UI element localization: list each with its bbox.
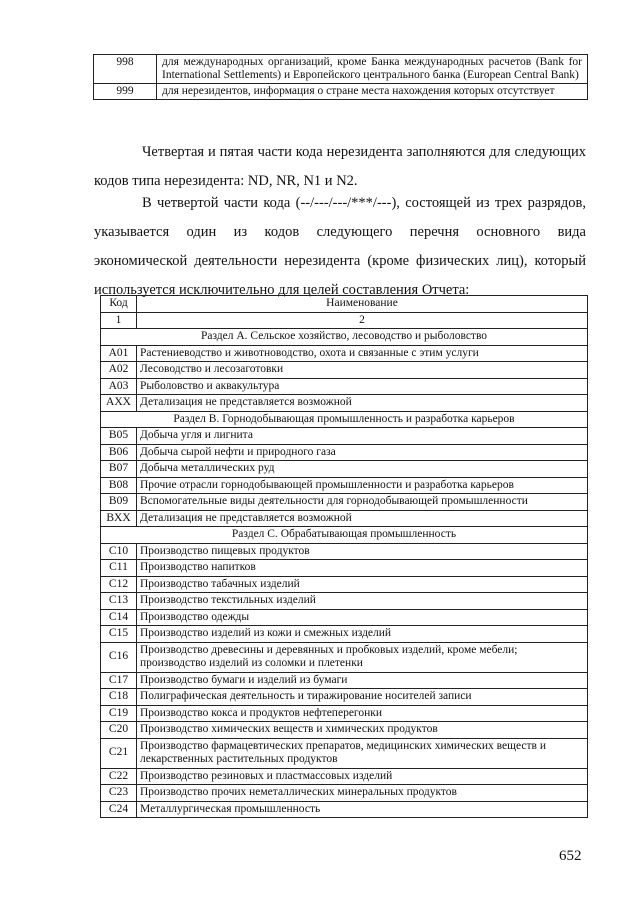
activity-code-cell: C22 (101, 768, 137, 785)
country-description-cell: для международных организаций, кроме Банка международных расчетов (Bank for International Settlements) и Европейского центрального банка (European Central Bank) (157, 55, 588, 84)
activity-code-cell: BXX (101, 510, 137, 527)
activity-code-cell: C16 (101, 642, 137, 672)
table-row (101, 738, 588, 768)
top-table-row (94, 55, 588, 84)
column-number-2: 2 (137, 312, 588, 329)
table-row (101, 510, 588, 527)
activity-name-cell: Производство текстильных изделий (137, 593, 588, 610)
activity-code-cell: C13 (101, 593, 137, 610)
column-number-1: 1 (101, 312, 137, 329)
activity-code-cell: C24 (101, 801, 137, 818)
table-row (101, 705, 588, 722)
activity-code-cell: C17 (101, 672, 137, 689)
top-table-row (94, 84, 588, 100)
activity-code-cell: A01 (101, 345, 137, 362)
activity-name-cell: Детализация не представляется возможной (137, 395, 588, 412)
table-row (101, 444, 588, 461)
table-number-row (101, 312, 588, 329)
table-header-row (101, 296, 588, 313)
country-description-cell: для нерезидентов, информация о стране места нахождения которых отсутствует (157, 84, 588, 100)
activity-name-cell: Производство древесины и деревянных и пробковых изделий, кроме мебели; производство изделий из соломки и плетенки (137, 642, 588, 672)
activity-codes-body (101, 296, 588, 818)
activity-code-cell: B09 (101, 494, 137, 511)
section-title: Раздел А. Сельское хозяйство, лесоводство и рыболовство (101, 329, 588, 346)
table-row (101, 642, 588, 672)
activity-name-cell: Лесоводство и лесозаготовки (137, 362, 588, 379)
activity-name-cell: Вспомогательные виды деятельности для горнодобывающей промышленности (137, 494, 588, 511)
activity-codes-table (100, 295, 588, 818)
activity-code-cell: B08 (101, 477, 137, 494)
section-title: Раздел В. Горнодобывающая промышленность и разработка карьеров (101, 411, 588, 428)
activity-name-cell: Производство одежды (137, 609, 588, 626)
activity-name-cell: Добыча сырой нефти и природного газа (137, 444, 588, 461)
activity-code-cell: C19 (101, 705, 137, 722)
section-row (101, 411, 588, 428)
page-number: 652 (559, 848, 582, 864)
activity-code-cell: B06 (101, 444, 137, 461)
top-continuation-table (93, 54, 588, 100)
activity-code-cell: B07 (101, 461, 137, 478)
top-table-body (94, 55, 588, 100)
table-row (101, 626, 588, 643)
section-row (101, 329, 588, 346)
country-code-cell: 998 (94, 55, 157, 84)
activity-name-cell: Металлургическая промышленность (137, 801, 588, 818)
activity-code-cell: C23 (101, 785, 137, 802)
table-row (101, 560, 588, 577)
country-code-cell: 999 (94, 84, 157, 100)
activity-name-cell: Полиграфическая деятельность и тиражирование носителей записи (137, 689, 588, 706)
activity-name-cell: Прочие отрасли горнодобывающей промышленности и разработка карьеров (137, 477, 588, 494)
activity-code-cell: A02 (101, 362, 137, 379)
table-row (101, 672, 588, 689)
activity-code-cell: AXX (101, 395, 137, 412)
header-code: Код (101, 296, 137, 313)
table-row (101, 593, 588, 610)
table-row (101, 494, 588, 511)
activity-name-cell: Производство фармацевтических препаратов, медицинских химических веществ и лекарственных растительных продуктов (137, 738, 588, 768)
activity-name-cell: Производство напитков (137, 560, 588, 577)
section-row (101, 527, 588, 544)
activity-name-cell: Производство бумаги и изделий из бумаги (137, 672, 588, 689)
table-row (101, 362, 588, 379)
table-row (101, 689, 588, 706)
activity-name-cell: Производство химических веществ и химических продуктов (137, 722, 588, 739)
table-row (101, 785, 588, 802)
activity-name-cell: Рыболовство и аквакультура (137, 378, 588, 395)
table-row (101, 609, 588, 626)
activity-code-cell: C11 (101, 560, 137, 577)
table-row (101, 543, 588, 560)
activity-code-cell: C21 (101, 738, 137, 768)
paragraph-nonresident-parts: Четвертая и пятая части кода нерезидента заполняются для следующих кодов типа нерезидента: ND, NR, N1 и N2. (94, 144, 586, 189)
activity-name-cell: Производство кокса и продуктов нефтеперегонки (137, 705, 588, 722)
activity-name-cell: Производство резиновых и пластмассовых изделий (137, 768, 588, 785)
table-row (101, 378, 588, 395)
activity-name-cell: Производство изделий из кожи и смежных изделий (137, 626, 588, 643)
header-name: Наименование (137, 296, 588, 313)
activity-code-cell: A03 (101, 378, 137, 395)
activity-name-cell: Добыча металлических руд (137, 461, 588, 478)
table-row (101, 722, 588, 739)
activity-name-cell: Производство пищевых продуктов (137, 543, 588, 560)
activity-name-cell: Производство прочих неметаллических минеральных продуктов (137, 785, 588, 802)
activity-code-cell: C20 (101, 722, 137, 739)
activity-code-cell: C12 (101, 576, 137, 593)
activity-name-cell: Детализация не представляется возможной (137, 510, 588, 527)
table-row (101, 395, 588, 412)
table-row (101, 768, 588, 785)
activity-code-cell: C18 (101, 689, 137, 706)
table-row (101, 345, 588, 362)
activity-name-cell: Добыча угля и лигнита (137, 428, 588, 445)
table-row (101, 461, 588, 478)
activity-name-cell: Растениеводство и животноводство, охота и связанные с этим услуги (137, 345, 588, 362)
table-row (101, 477, 588, 494)
table-row (101, 428, 588, 445)
section-title: Раздел С. Обрабатывающая промышленность (101, 527, 588, 544)
table-row (101, 801, 588, 818)
activity-name-cell: Производство табачных изделий (137, 576, 588, 593)
table-row (101, 576, 588, 593)
activity-code-cell: C15 (101, 626, 137, 643)
activity-code-cell: B05 (101, 428, 137, 445)
paragraph-fourth-part: В четвертой части кода (--/---/---/***/---), состоящей из трех разрядов, указывается один из кодов следующего перечня основного вида экономической деятельности нерезидента (кроме физических лиц), который используется исключительно для целей составления Отчета: (94, 195, 586, 298)
activity-code-cell: C14 (101, 609, 137, 626)
activity-code-cell: C10 (101, 543, 137, 560)
